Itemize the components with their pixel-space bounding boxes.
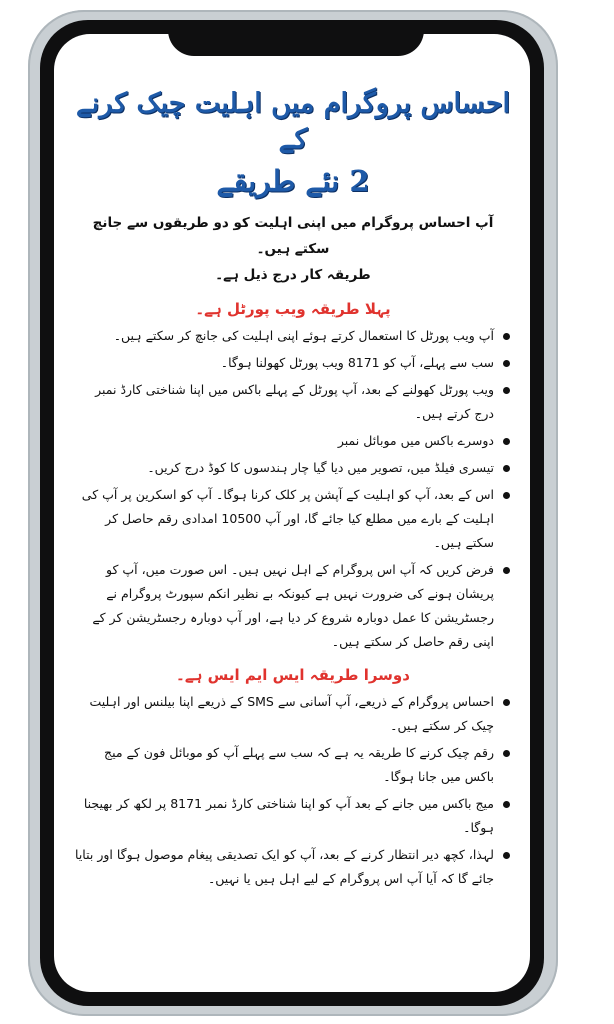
list-item: فرض کریں کہ آپ اس پروگرام کے اہل نہیں ہیں۔ اس صورت میں، آپ کو پریشان ہونے کی ضرورت نہیں ہے کیونکہ بے نظیر انکم سپورٹ پروگرام نے رجسٹریشن کا عمل دوبارہ شروع کر دیا ہے، اور آپ دوبارہ رجسٹریشن کر کے اپنی رقم حاصل کر سکتے ہیں۔ (74, 558, 512, 654)
list-item: تیسری فیلڈ میں، تصویر میں دیا گیا چار ہندسوں کا کوڈ درج کریں۔ (74, 456, 512, 480)
list-item: دوسرے باکس میں موبائل نمبر (74, 429, 512, 453)
article-subtitle: 2 نئے طریقے (216, 164, 370, 198)
list-item: ویب پورٹل کھولنے کے بعد، آپ پورٹل کے پہلے باکس میں اپنا شناختی کارڈ نمبر درج کرتے ہیں۔ (74, 378, 512, 426)
list-item: رقم چیک کرنے کا طریقہ یہ ہے کہ سب سے پہلے آپ کو موبائل فون کے میج باکس میں جانا ہوگا۔ (74, 741, 512, 789)
section-1-list (74, 324, 512, 654)
intro-line-2: طریقہ کار درج ذیل ہے۔ (215, 267, 371, 283)
phone-notch (168, 20, 424, 56)
list-item: میج باکس میں جانے کے بعد آپ کو اپنا شناختی کارڈ نمبر 8171 پر لکھ کر بھیجنا ہوگا۔ (74, 792, 512, 840)
section-1-heading: پہلا طریقہ ویب پورٹل ہے۔ (195, 300, 391, 318)
section-2-heading: دوسرا طریقہ ایس ایم ایس ہے۔ (176, 666, 410, 684)
list-item: اس کے بعد، آپ کو اہلیت کے آپشن پر کلک کرنا ہوگا۔ آپ کو اسکرین پر آپ کی اہلیت کے بارے میں مطلع کیا جائے گا، اور آپ 10500 امدادی رقم حاصل کر سکتے ہیں۔ (74, 483, 512, 555)
list-item: سب سے پہلے، آپ کو 8171 ویب پورٹل کھولنا ہوگا۔ (74, 351, 512, 375)
section-2-list (74, 690, 512, 891)
phone-screen (54, 34, 530, 992)
article-title: احساس پروگرام میں اہلیت چیک کرنے کے (75, 88, 511, 155)
list-item: لہذا، کچھ دیر انتظار کرنے کے بعد، آپ کو ایک تصدیقی پیغام موصول ہوگا اور بتایا جائے گا کہ آیا آپ اس پروگرام کے لیے اہل ہیں یا نہیں۔ (74, 843, 512, 891)
list-item: احساس پروگرام کے ذریعے، آپ آسانی سے SMS کے ذریعے اپنا بیلنس اور اہلیت چیک کر سکتے ہیں۔ (74, 690, 512, 738)
list-item: آپ ویب پورٹل کا استعمال کرتے ہوئے اپنی اہلیت کی جانچ کر سکتے ہیں۔ (74, 324, 512, 348)
intro-line-1: آپ احساس پروگرام میں اپنی اہلیت کو دو طریقوں سے جانچ سکتے ہیں۔ (92, 215, 494, 257)
article-content (54, 34, 530, 891)
